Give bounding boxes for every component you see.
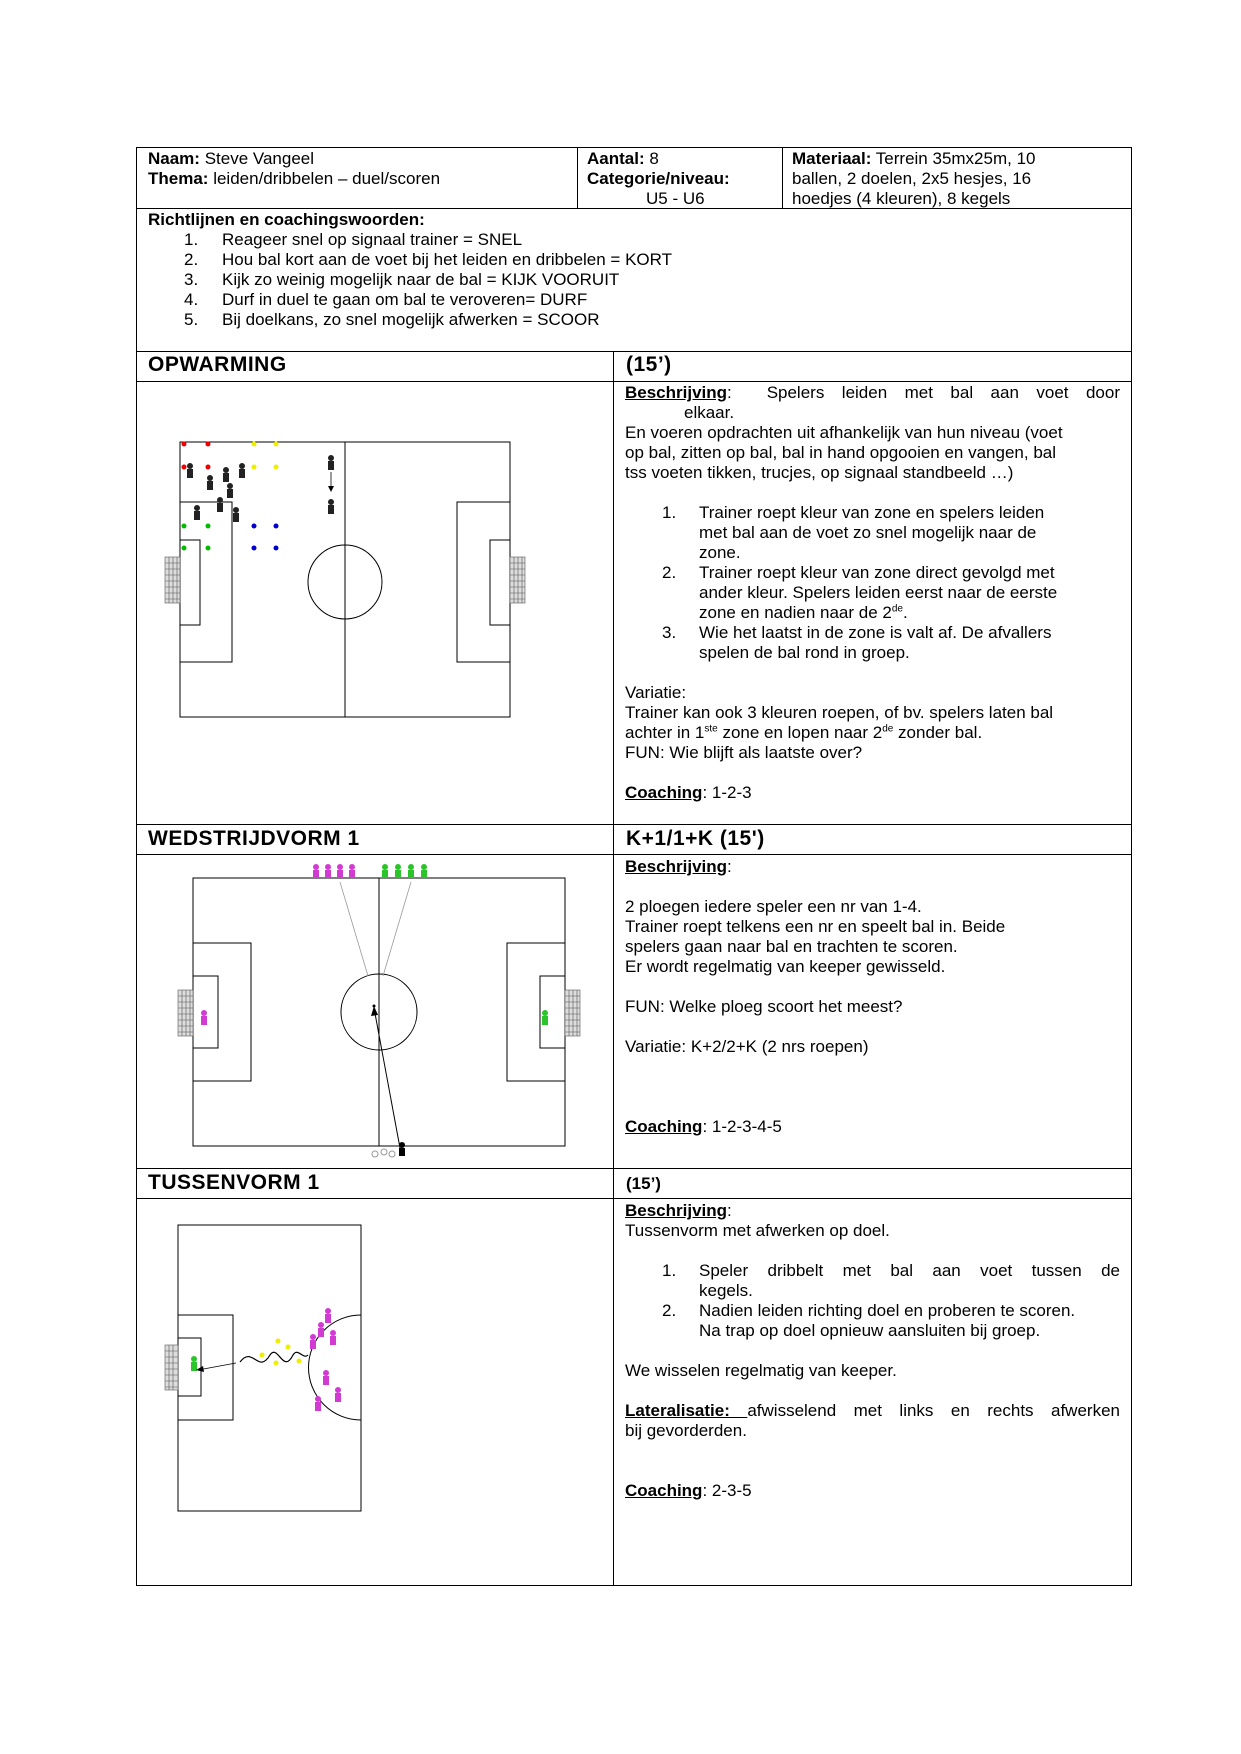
row-line (136, 854, 1132, 855)
warmup-step-number: 3. (662, 623, 677, 642)
inter1-step-line: Nadien leiden richting doel en proberen te scoren. (699, 1301, 1076, 1320)
warmup-step-line: zone en nadien naar de 2de. (699, 603, 908, 622)
match1-title: WEDSTRIJDVORM 1 (148, 827, 360, 850)
match1-desc-label: Beschrijving: (625, 857, 732, 876)
category-label: Categorie/niveau: (587, 169, 730, 188)
row-line (136, 1168, 1132, 1169)
inter1-lateralisation-line-2: bij gevorderden. (625, 1421, 747, 1440)
inter1-keeper: We wisselen regelmatig van keeper. (625, 1361, 897, 1380)
material-line-1: Materiaal: Terrein 35mx25m, 10 (792, 149, 1036, 168)
warmup-desc-line-2: elkaar. (684, 403, 735, 422)
warmup-duration: (15’) (626, 353, 672, 376)
inter1-desc-label: Beschrijving: (625, 1201, 732, 1220)
warmup-step-line: ander kleur. Spelers leiden eerst naar de eerste (699, 583, 1058, 602)
row-line (136, 1198, 1132, 1199)
material-line-2: ballen, 2 doelen, 2x5 hesjes, 16 (792, 169, 1032, 188)
warmup-desc-more-2: op bal, zitten op bal, bal in hand opgooien en vangen, bal (625, 443, 1057, 462)
count-line: Aantal: 8 (587, 149, 659, 168)
warmup-step-line: Trainer roept kleur van zone direct gevolgd met (699, 563, 1055, 582)
warmup-variation-label: Variatie: (625, 683, 687, 702)
inter1-intro: Tussenvorm met afwerken op doel. (625, 1221, 890, 1240)
category-value: U5 - U6 (646, 189, 705, 208)
match1-coaching: Coaching: 1-2-3-4-5 (625, 1117, 782, 1136)
match1-line: Trainer roept telkens een nr en speelt bal in. Beide (625, 917, 1006, 936)
warmup-title: OPWARMING (148, 353, 287, 376)
warmup-desc-more-1: En voeren opdrachten uit afhankelijk van hun niveau (voet (625, 423, 1063, 442)
warmup-field-diagram (150, 430, 560, 730)
warmup-step-number: 1. (662, 503, 677, 522)
inter1-title: TUSSENVORM 1 (148, 1171, 320, 1194)
match1-line: spelers gaan naar bal en trachten te scoren. (625, 937, 958, 956)
inter1-step-number: 2. (662, 1301, 677, 1320)
warmup-step-line: Trainer roept kleur van zone en spelers leiden (699, 503, 1045, 522)
warmup-step-number: 2. (662, 563, 677, 582)
inter1-coaching: Coaching: 2-3-5 (625, 1481, 752, 1500)
warmup-step-line: Wie het laatst in de zone is valt af. De afvallers (699, 623, 1052, 642)
material-line-3: hoedjes (4 kleuren), 8 kegels (792, 189, 1011, 208)
warmup-step-line: met bal aan de voet zo snel mogelijk naar de (699, 523, 1037, 542)
warmup-step-line: zone. (699, 543, 741, 562)
match1-line: Er wordt regelmatig van keeper gewisseld. (625, 957, 946, 976)
match1-field-diagram (170, 858, 590, 1160)
warmup-fun: FUN: Wie blijft als laatste over? (625, 743, 863, 762)
theme-line: Thema: leiden/dribbelen – duel/scoren (148, 169, 441, 188)
inter1-step-number: 1. (662, 1261, 677, 1280)
warmup-variation-line-2: achter in 1ste zone en lopen naar 2de zonder bal. (625, 723, 983, 742)
warmup-desc-more-3: tss voeten tikken, trucjes, op signaal standbeeld …) (625, 463, 1014, 482)
warmup-desc-line-1: Beschrijving: Spelers leiden met bal aan voet door (625, 383, 1120, 402)
warmup-step-line: spelen de bal rond in groep. (699, 643, 910, 662)
match1-duration: K+1/1+K (15') (626, 827, 765, 850)
row-line (136, 381, 1132, 382)
match1-fun: FUN: Welke ploeg scoort het meest? (625, 997, 903, 1016)
row-line (136, 824, 1132, 825)
inter1-lateralisation-line-1: Lateralisatie: afwisselend met links en rechts afwerken (625, 1401, 1120, 1420)
inter1-step-line: Speler dribbelt met bal aan voet tussen de (699, 1261, 1120, 1280)
match1-variation: Variatie: K+2/2+K (2 nrs roepen) (625, 1037, 869, 1056)
match1-line: 2 ploegen iedere speler een nr van 1-4. (625, 897, 922, 916)
inter1-step-line: Na trap op doel opnieuw aansluiten bij groep. (699, 1321, 1041, 1340)
inter1-field-diagram (158, 1215, 373, 1515)
name-line: Naam: Steve Vangeel (148, 149, 315, 168)
guidelines-title: Richtlijnen en coachingswoorden: (148, 210, 425, 229)
inter1-duration: (15’) (626, 1174, 661, 1193)
column-divider (613, 351, 614, 1586)
inter1-step-line: kegels. (699, 1281, 753, 1300)
warmup-variation-line-1: Trainer kan ook 3 kleuren roepen, of bv. spelers laten bal (625, 703, 1054, 722)
warmup-coaching: Coaching: 1-2-3 (625, 783, 752, 802)
